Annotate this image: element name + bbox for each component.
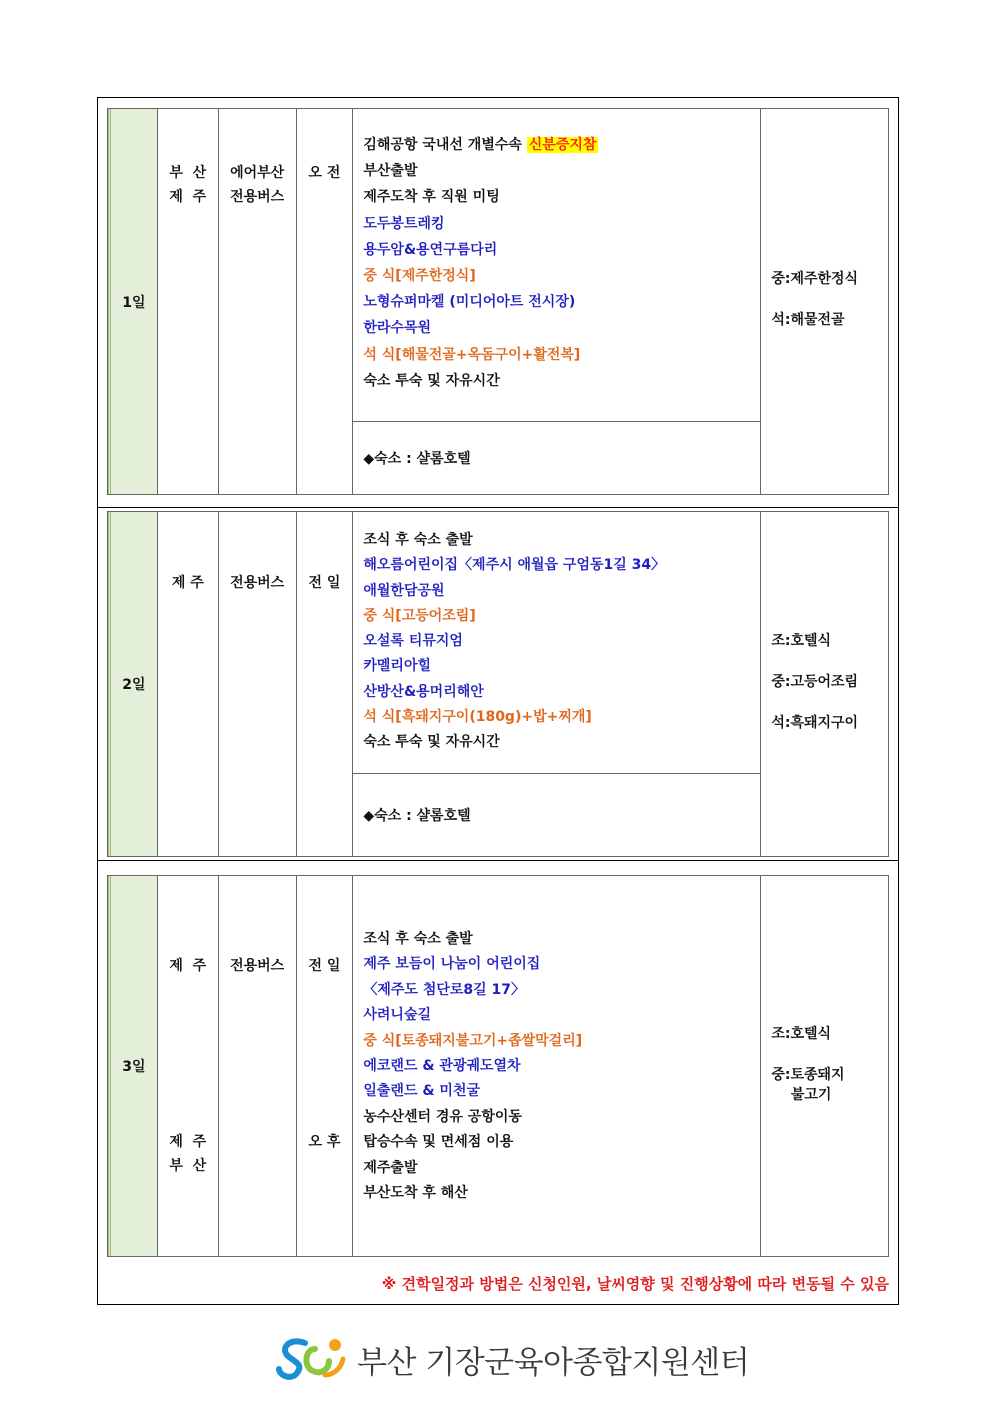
schedule-change-notice: ※ 견학일정과 방법은 신청인원, 날씨영향 및 진행상황에 따라 변동될 수 있음 [381,1275,889,1293]
schedule-item: 숙소 투숙 및 자유시간 [363,372,500,389]
location-line-pm: 부 산 [169,1158,207,1174]
schedule-item: 부산출발 [363,163,418,180]
schedule-item: 카멜리아힐 [363,658,431,675]
schedule-item: 석 식[흑돼지구이(180g)+밥+찌개] [363,709,592,726]
schedule-item: 김해공항 국내선 개별수속 신분증지참 [363,137,597,153]
transport-cell [219,512,297,856]
child-care-center-logo-icon [275,1335,347,1383]
schedule-item: 조식 후 숙소 출발 [363,931,473,947]
meal-item: 석:해물전골 [771,312,845,328]
time-label: 전 일 [308,575,341,591]
meal-list [771,631,886,754]
schedule-item: 한라수목원 [363,320,431,337]
schedule-item: 사려니숲길 [363,1007,431,1024]
schedule-list [363,927,756,1206]
meal-item: 조:호텔식 [771,1026,832,1042]
lodging-info: ◆숙소 : 샬롬호텔 [353,421,760,494]
day-1-row [107,108,889,495]
schedule-item: 제주출발 [363,1159,418,1176]
day-label: 3일 [122,1059,146,1075]
location-line: 제 주 [171,575,204,591]
meal-cell [761,109,888,494]
schedule-list [363,528,756,756]
location-cell [158,109,219,494]
id-required-highlight: 신분증지참 [528,137,597,153]
schedule-item: 제주도착 후 직원 미팅 [363,189,500,206]
schedule-item: 부산도착 후 해산 [363,1185,468,1202]
location-line: 제 주 [169,958,207,974]
schedule-item: 일출랜드 & 미천굴 [363,1083,480,1100]
schedule-cell [353,512,761,856]
transport-cell [219,109,297,494]
meal-cell [761,876,888,1256]
transport-line: 전용버스 [230,575,285,591]
schedule-item: 제주 보듬이 나눔이 어린이집 [363,956,541,973]
schedule-item: 조식 후 숙소 출발 [363,532,473,548]
footer-logo [275,1334,749,1384]
schedule-item: 탑승수속 및 면세점 이용 [363,1134,514,1151]
transport-line: 에어부산 [230,165,285,181]
meal-list [771,1024,886,1126]
schedule-item: 노형슈퍼마켙 (미디어아트 전시장) [363,294,576,311]
schedule-list [363,132,756,394]
location-line: 부 산 [169,165,207,181]
schedule-cell [353,876,761,1256]
schedule-item: 오설록 티뮤지엄 [363,633,463,650]
schedule-item: 해오름어린이집〈제주시 애월읍 구엄동1길 34〉 [363,557,666,574]
day-3-row [107,875,889,1257]
time-cell [297,109,354,494]
transport-line: 전용버스 [230,958,285,974]
meal-item: 석:흑돼지구이 [771,715,859,731]
schedule-item: 산방산&용머리해안 [363,683,484,700]
schedule-item: 애월한담공원 [363,582,445,599]
day-label: 2일 [122,677,146,693]
day-label-cell [108,109,158,494]
organization-name: 부산 기장군육아종합지원센터 [357,1344,750,1381]
schedule-item: 중 식[고등어조림] [363,607,476,624]
schedule-item: 도두봉트레킹 [363,215,445,232]
schedule-item: 농수산센터 경유 공항이동 [363,1108,522,1125]
schedule-item: 중 식[토종돼지불고기+좁쌀막걸리] [363,1032,583,1049]
location-cell [158,876,219,1256]
time-cell [297,876,354,1256]
time-label-pm: 오 후 [308,1134,341,1150]
day-2-row [107,511,889,857]
time-label: 오 전 [308,165,341,181]
meal-item: 조:호텔식 [771,633,832,649]
transport-line: 전용버스 [230,189,285,205]
schedule-item: 중 식[제주한정식] [363,268,476,285]
time-label: 전 일 [308,958,341,974]
transport-cell [219,876,297,1256]
time-cell [297,512,354,856]
meal-cell [761,512,888,856]
meal-item: 중:고등어조림 [771,674,859,690]
day-label-cell [108,876,158,1256]
schedule-cell [353,109,761,494]
schedule-item: 석 식[해물전골+옥돔구이+활전복] [363,346,581,363]
schedule-item: 숙소 투숙 및 자유시간 [363,734,500,751]
meal-item: 중:제주한정식 [771,271,859,287]
schedule-item: 에코랜드 & 관광궤도열차 [363,1058,521,1075]
day-divider [98,860,898,861]
day-label-cell [108,512,158,856]
meal-list [771,269,886,351]
day-divider [98,507,898,508]
meal-item: 중:토종돼지 불고기 [771,1067,845,1103]
lodging-info: ◆숙소 : 샬롬호텔 [353,773,760,856]
location-line: 제 주 [169,189,207,205]
location-line-pm: 제 주 [169,1134,207,1150]
schedule-item: 용두암&용연구름다리 [363,241,498,258]
day-label: 1일 [122,294,146,311]
location-cell [158,512,219,856]
schedule-item: 〈제주도 첨단로8길 17〉 [363,981,526,998]
